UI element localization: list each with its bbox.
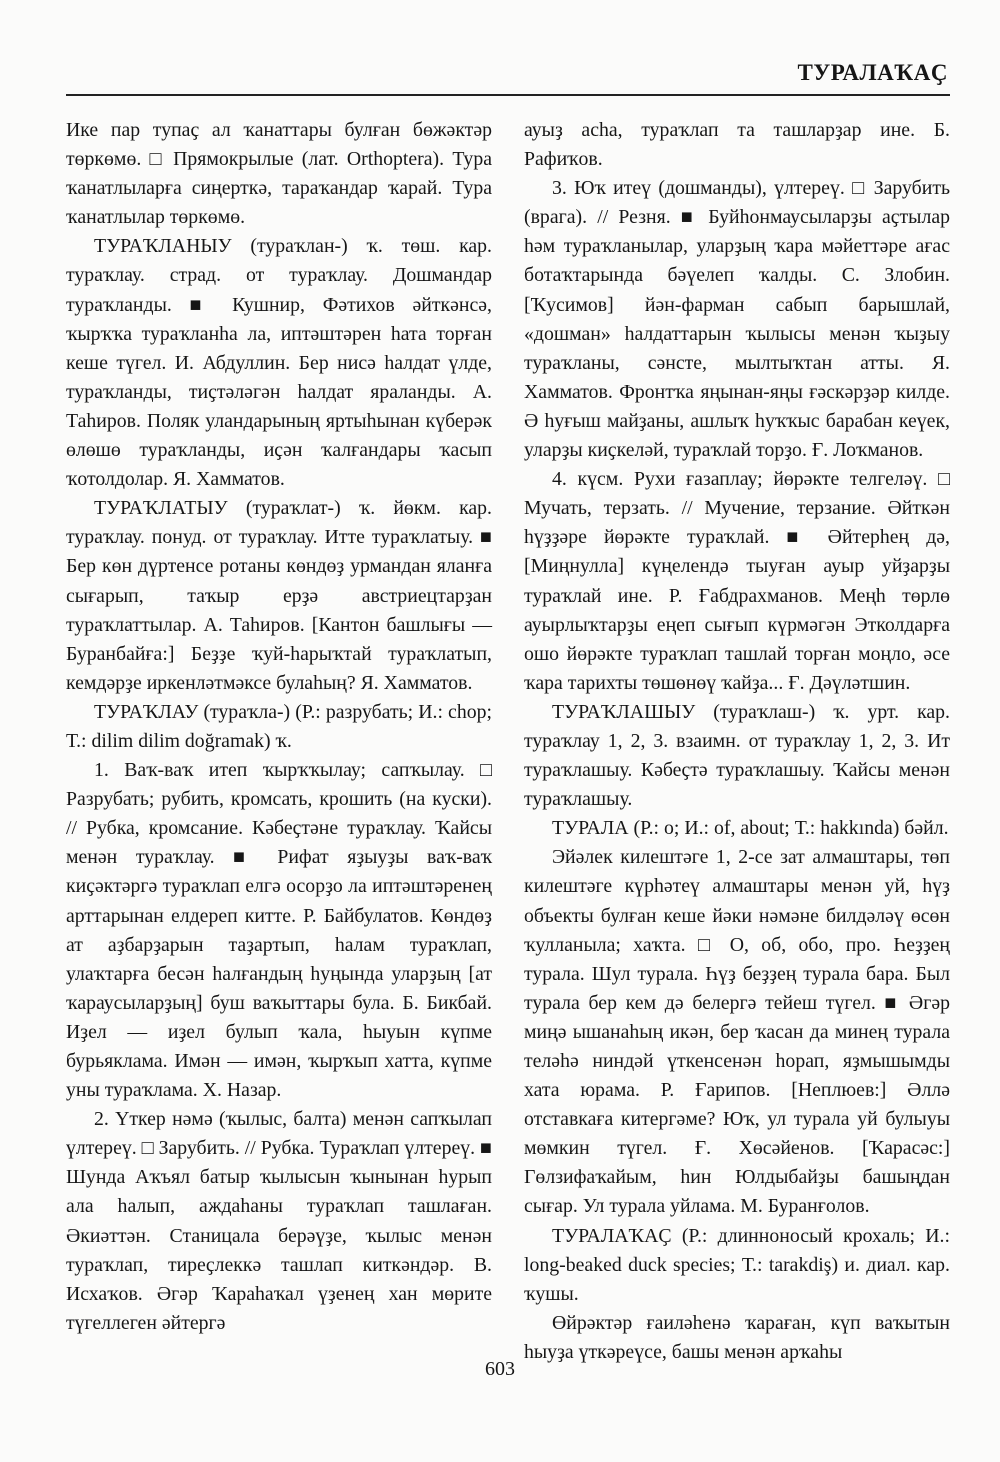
entry-paragraph: Ике пар тупаҫ ал ҡанаттары булған бөжәктәр төркөмө. □ Прямокрылые (лат. Orthoptera). Тура ҡанатлыларға сиңерткә, тараҡандар ҡарай. Тура ҡанатлылар төркөмө.: [66, 119, 492, 229]
entry-turalakas: ТУРАЛАҠАҪ (Р.: длинноносый крохаль; И.: long-beaked duck species; Т.: tarakdiş) и. диал. кар. ҡушы.: [524, 1224, 950, 1305]
running-head: ТУРАЛАҠАҪ: [797, 60, 948, 85]
sense-4: 4. күсм. Рухи ғазаплау; йөрәкте телгеләү. □ Мучать, терзать. // Мучение, терзание. Әйткән һүҙҙәре йөрәкте тураҡлай. ■ Әйтерһең дә, [Миңнулла] күңелендә тыуған ауыр уйҙарҙы тураҡлай ине. Р. Ғабдрахманов. Меңһ төрлө ауырлыҡтарҙы еңеп сығып күрмәгән Этколдарға ошо йөрәкте тураҡлап ташлай торған моңло, әсе ҡара тарихты төшөнөү ҡайҙа... Ғ. Дәүләтшин.: [524, 468, 950, 694]
entry-turala-definition: Эйәлек килештәге 1, 2-се зат алмаштары, төп килештәге күрһәтеү алмаштары менән уй, һүҙ объекты булған кеше йәки нәмәне билдәләү өсөн ҡулланыла; хаҡта. □ О, об, обо, про. Һеҙҙең турала. Шул турала. Һүҙ беҙҙең турала бара. Был турала бер кем дә белергә тейеш түгел. ■ Әгәр миңә ышанаһың икән, бер ҡасан да минең турала теләһә ниндәй үткенсенән һорап, яҙмышымды хата юрама. Р. Ғарипов. [Неплюев:] Әллә отставкаға китергәме? Юҡ, ул турала уй булыуы мөмкин түгел. Ғ. Хөсәйенов. [Ҡарасәс:] Гөлзифаҡайым, һин Юлдыбайҙы башыңдан сығар. Ул турала уйлама. М. Буранғолов.: [524, 846, 950, 1218]
entry-paragraph: ауыҙ асһа, тураҡлап та ташларҙар ине. Б. Рафиҡов.: [524, 119, 950, 171]
entry-turaklau: ТУРАҠЛАУ (тураҡла-) (Р.: разрубать; И.: chop; Т.: dilim dilim doğramak) ҡ.: [66, 700, 492, 752]
entry-turaklashyu: ТУРАҠЛАШЫУ (тураҡлаш-) ҡ. урт. кар. тураҡлау 1, 2, 3. взаимн. от тураҡлау 1, 2, 3. Ит тураҡлашыу. Кәбеҫтә тураҡлашыу. Ҡайсы менән тураҡлашыу.: [524, 700, 950, 811]
entry-turaklanyu: ТУРАҠЛАНЫУ (тураҡлан-) ҡ. төш. кар. тураҡлау. страд. от тураҡлау. Дошмандар тураҡланды. ■ Кушнир, Фәтихов әйткәнсә, ҡырҡҡа тураҡланһа ла, иптәштәрен һата торған кеше түгел. И. Абдуллин. Бер нисә һалдат үлде, тураҡланды, тиҫтәләгән һалдат яраланды. А. Таһиров. Поляк уландарының яртыһынан күберәк өлөшө тураҡланды, иҫән ҡалғандары ҡасып ҡотолдолар. Я. Хамматов.: [66, 235, 492, 491]
sense-3: 3. Юҡ итеү (дошманды), үлтереү. □ Зарубить (врага). // Резня. ■ Буйһонмаусыларҙы аҫтылар һәм тураҡланылар, уларҙың ҡара мәйеттәре ағас ботаҡтарында бәүелеп ҡалды. С. Злобин. [Ҡусимов] йән-фарман сабып барышлай, «дошман» һалдаттарын ҡылысы менән ҡыҙыу тураҡланы, сәнсте, мылтыҡтан атты. Я. Хамматов. Фронтҡа яңынан-яңы ғәскәрҙәр килде. Ә һуғыш майҙаны, ашлыҡ һуҡҡыс барабан кеүек, уларҙы киҫкеләй, тураҡлай торҙо. Ғ. Лоҡманов.: [524, 177, 950, 462]
header-rule: [66, 94, 950, 96]
entry-turala: ТУРАЛА (Р.: о; И.: of, about; Т.: hakkında) бәйл.: [552, 817, 949, 840]
right-column: [524, 116, 950, 1367]
entry-turalakas-definition: Өйрәктәр ғаиләһенә ҡараған, күп ваҡытын һыуҙа үткәреүсе, башы менән арҡаһы: [524, 1311, 950, 1363]
page-number: 603: [485, 1358, 515, 1380]
entry-turaklatyu: ТУРАҠЛАТЫУ (тураҡлат-) ҡ. йөкм. кар. тураҡлау. понуд. от тураҡлау. Итте тураҡлатыу. ■ Бер көн дүртенсе ротаны көндөҙ урмандан яланға сығарып, таҡыр ерҙә австриецтарҙан тураҡлаттылар. А. Таһиров. [Кантон башлығы — Буранбайға:] Беҙҙе ҡуй-һарыҡтай тураҡлатып, кемдәрҙе иркенләтмәксе булаһың? Я. Хамматов.: [66, 497, 492, 694]
sense-2: 2. Үткер нәмә (ҡылыс, балта) менән сапҡылап үлтереү. □ Зарубить. // Рубка. Тураҡлап үлтереү. ■ Шунда Аҡъял батыр ҡылысын ҡынынан һурып ала һалып, аждаһаны тураҡлап ташлаған. Әкиәттән. Станицала берәүҙе, ҡылыс менән тураҡлап, тиреҫлеккә ташлап киткәндәр. В. Исхаҡов. Әгәр Ҡараһаҡал үҙенең хан мөрите түгеллеген әйтергә: [66, 1108, 492, 1334]
sense-1: 1. Ваҡ-ваҡ итеп ҡырҡҡылау; сапҡылау. □ Разрубать; рубить, кромсать, крошить (на куски). // Рубка, кромсание. Кәбеҫтәне тураҡлау. Ҡайсы менән тураҡлау. ■ Рифат яҙыуҙы ваҡ-ваҡ киҫәктәргә тураҡлап елгә осорҙо ла иптәштәренең арттарынан елдереп китте. Р. Байбулатов. Көндөҙ ат аҙбарҙарын таҙартып, һалам тураҡлап, улаҡтарға бесән һалғандың һуңында уларҙың [ат ҡараусыларҙың] буш ваҡыттары була. Б. Бикбай. Иҙел — иҙел булып ҡала, һыуын күпме бурьяклама. Имән — имән, ҡырҡып хатта, күпме уны тураҡлама. Х. Назар.: [66, 759, 492, 1102]
left-column: [66, 116, 492, 1338]
